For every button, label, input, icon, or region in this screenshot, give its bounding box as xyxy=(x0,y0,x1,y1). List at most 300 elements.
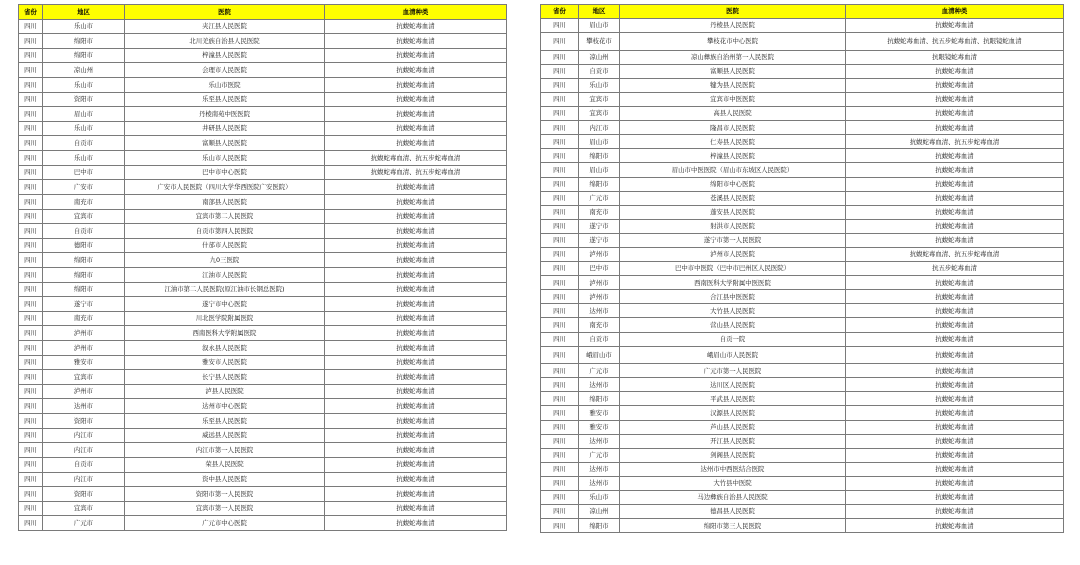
cell-region: 乐山市 xyxy=(579,78,620,92)
table-header-row xyxy=(541,5,1064,19)
table-row xyxy=(19,399,507,414)
table-row xyxy=(19,428,507,443)
cell-region: 宜宾市 xyxy=(43,501,125,516)
table-row xyxy=(541,19,1064,33)
table-row xyxy=(541,392,1064,406)
cell-province: 四川 xyxy=(19,136,43,151)
cell-region: 内江市 xyxy=(43,443,125,458)
cell-serum: 抗蝮蛇毒血清 xyxy=(846,364,1064,378)
cell-province: 四川 xyxy=(541,332,579,346)
cell-serum: 抗蝮蛇毒血清 xyxy=(846,19,1064,33)
cell-region: 乐山市 xyxy=(579,491,620,505)
cell-serum: 抗蝮蛇毒血清 xyxy=(325,326,507,341)
cell-serum: 抗蝮蛇毒血清 xyxy=(325,355,507,370)
cell-hospital: 大竹县人民医院 xyxy=(620,304,846,318)
cell-serum: 抗蝮蛇毒血清 xyxy=(325,428,507,443)
header-hospital: 医院 xyxy=(620,5,846,19)
table-row xyxy=(19,121,507,136)
table-row xyxy=(541,149,1064,163)
cell-serum: 抗蝮蛇毒血清 xyxy=(325,34,507,49)
cell-province: 四川 xyxy=(541,364,579,378)
cell-hospital: 井研县人民医院 xyxy=(125,121,325,136)
cell-serum: 抗蝮蛇毒血清 xyxy=(846,78,1064,92)
cell-serum: 抗蝮蛇毒血清 xyxy=(325,92,507,107)
cell-hospital: 丹棱南苑中医医院 xyxy=(125,107,325,122)
cell-province: 四川 xyxy=(19,399,43,414)
cell-province: 四川 xyxy=(19,194,43,209)
table-row xyxy=(19,311,507,326)
cell-hospital: 马边彝族自治县人民医院 xyxy=(620,491,846,505)
cell-serum: 抗蝮蛇毒血清 xyxy=(325,209,507,224)
cell-serum: 抗蝮蛇毒血清 xyxy=(846,462,1064,476)
cell-serum: 抗蝮蛇毒血清、抗五步蛇毒血清 xyxy=(846,248,1064,262)
table-row xyxy=(19,297,507,312)
cell-hospital: 隆昌市人民医院 xyxy=(620,121,846,135)
cell-hospital: 富顺县人民医院 xyxy=(620,64,846,78)
cell-hospital: 巴中市中心医院 xyxy=(125,165,325,180)
cell-region: 遂宁市 xyxy=(579,219,620,233)
cell-serum: 抗蝮蛇毒血清 xyxy=(325,501,507,516)
table-row xyxy=(541,191,1064,205)
cell-province: 四川 xyxy=(541,177,579,191)
cell-region: 南充市 xyxy=(43,194,125,209)
cell-hospital: 宜宾市中医医院 xyxy=(620,92,846,106)
cell-region: 泸州市 xyxy=(579,248,620,262)
cell-hospital: 乐至县人民医院 xyxy=(125,92,325,107)
cell-province: 四川 xyxy=(19,443,43,458)
cell-region: 雅安市 xyxy=(579,420,620,434)
cell-serum: 抗五步蛇毒血清 xyxy=(846,262,1064,276)
table-row xyxy=(541,434,1064,448)
table-row xyxy=(19,414,507,429)
cell-region: 乐山市 xyxy=(43,78,125,93)
table-row xyxy=(541,233,1064,247)
table-row xyxy=(19,151,507,166)
table-row xyxy=(19,443,507,458)
cell-province: 四川 xyxy=(19,19,43,34)
cell-hospital: 自贡市第四人民医院 xyxy=(125,224,325,239)
cell-region: 广元市 xyxy=(579,448,620,462)
cell-hospital: 雅安市人民医院 xyxy=(125,355,325,370)
cell-province: 四川 xyxy=(541,290,579,304)
cell-region: 泸州市 xyxy=(43,341,125,356)
cell-hospital: 乐至县人民医院 xyxy=(125,414,325,429)
cell-province: 四川 xyxy=(541,346,579,364)
cell-province: 四川 xyxy=(541,318,579,332)
cell-region: 绵阳市 xyxy=(43,282,125,297)
table-header-row xyxy=(19,5,507,20)
cell-region: 广元市 xyxy=(579,191,620,205)
table-row xyxy=(19,63,507,78)
cell-serum: 抗蝮蛇毒血清、抗五步蛇毒血清、抗眼镜蛇血清 xyxy=(846,33,1064,51)
cell-region: 乐山市 xyxy=(43,151,125,166)
cell-hospital: 汉源县人民医院 xyxy=(620,406,846,420)
table-row xyxy=(19,34,507,49)
cell-region: 资阳市 xyxy=(43,92,125,107)
table-row xyxy=(19,165,507,180)
cell-hospital: 丹棱县人民医院 xyxy=(620,19,846,33)
cell-hospital: 达川区人民医院 xyxy=(620,378,846,392)
cell-serum: 抗蝮蛇毒血清 xyxy=(325,267,507,282)
cell-province: 四川 xyxy=(19,267,43,282)
cell-region: 凉山州 xyxy=(43,63,125,78)
table-row xyxy=(541,163,1064,177)
cell-province: 四川 xyxy=(541,420,579,434)
cell-province: 四川 xyxy=(541,50,579,64)
table-row xyxy=(541,519,1064,533)
cell-hospital: 西南医科大学附属医院 xyxy=(125,326,325,341)
cell-serum: 抗蝮蛇毒血清 xyxy=(846,205,1064,219)
table-row xyxy=(19,107,507,122)
cell-region: 绵阳市 xyxy=(43,48,125,63)
table-row xyxy=(541,462,1064,476)
table-row xyxy=(19,48,507,63)
cell-region: 广安市 xyxy=(43,180,125,195)
cell-region: 达州市 xyxy=(579,462,620,476)
cell-serum: 抗蝮蛇毒血清 xyxy=(846,519,1064,533)
cell-hospital: 开江县人民医院 xyxy=(620,434,846,448)
table-row xyxy=(541,50,1064,64)
cell-province: 四川 xyxy=(541,276,579,290)
cell-hospital: 江油市人民医院 xyxy=(125,267,325,282)
cell-hospital: 剑阁县人民医院 xyxy=(620,448,846,462)
table-row xyxy=(541,505,1064,519)
cell-province: 四川 xyxy=(19,428,43,443)
cell-hospital: 叙永县人民医院 xyxy=(125,341,325,356)
cell-region: 凉山州 xyxy=(579,505,620,519)
cell-serum: 抗蝮蛇毒血清 xyxy=(325,341,507,356)
table-row xyxy=(541,491,1064,505)
table-row xyxy=(541,448,1064,462)
cell-hospital: 宜宾市第一人民医院 xyxy=(125,501,325,516)
cell-hospital: 内江市第一人民医院 xyxy=(125,443,325,458)
cell-serum: 抗蝮蛇毒血清 xyxy=(325,19,507,34)
cell-serum: 抗蝮蛇毒血清、抗五步蛇毒血清 xyxy=(846,135,1064,149)
cell-serum: 抗蝮蛇毒血清 xyxy=(846,434,1064,448)
cell-hospital: 遂宁市中心医院 xyxy=(125,297,325,312)
cell-province: 四川 xyxy=(541,476,579,490)
cell-hospital: 西南医科大学附属中医医院 xyxy=(620,276,846,290)
cell-serum: 抗蝮蛇毒血清 xyxy=(846,290,1064,304)
table-row xyxy=(19,516,507,531)
table-body-right xyxy=(541,19,1064,533)
cell-serum: 抗蝮蛇毒血清 xyxy=(325,487,507,502)
table-row xyxy=(541,420,1064,434)
cell-province: 四川 xyxy=(541,33,579,51)
cell-serum: 抗蝮蛇毒血清 xyxy=(325,516,507,531)
cell-region: 广元市 xyxy=(579,364,620,378)
header-province: 省份 xyxy=(19,5,43,20)
cell-region: 宜宾市 xyxy=(43,209,125,224)
cell-province: 四川 xyxy=(541,434,579,448)
cell-hospital: 营山县人民医院 xyxy=(620,318,846,332)
cell-province: 四川 xyxy=(541,448,579,462)
cell-serum: 抗蝮蛇毒血清 xyxy=(846,163,1064,177)
cell-serum: 抗蝮蛇毒血清 xyxy=(846,121,1064,135)
cell-province: 四川 xyxy=(19,311,43,326)
cell-region: 巴中市 xyxy=(43,165,125,180)
cell-province: 四川 xyxy=(541,505,579,519)
cell-province: 四川 xyxy=(541,191,579,205)
table-body-left xyxy=(19,19,507,530)
cell-serum: 抗眼镜蛇毒血清 xyxy=(846,50,1064,64)
cell-hospital: 梓潼县人民医院 xyxy=(125,48,325,63)
cell-serum: 抗蝮蛇毒血清 xyxy=(325,457,507,472)
table-row xyxy=(541,378,1064,392)
cell-serum: 抗蝮蛇毒血清 xyxy=(846,219,1064,233)
cell-province: 四川 xyxy=(19,414,43,429)
cell-serum: 抗蝮蛇毒血清 xyxy=(846,332,1064,346)
cell-region: 眉山市 xyxy=(579,19,620,33)
cell-region: 绵阳市 xyxy=(43,267,125,282)
cell-hospital: 眉山市中医医院（眉山市东坡区人民医院） xyxy=(620,163,846,177)
cell-province: 四川 xyxy=(19,384,43,399)
cell-province: 四川 xyxy=(19,151,43,166)
table-row xyxy=(19,136,507,151)
cell-region: 绵阳市 xyxy=(579,149,620,163)
table-row xyxy=(541,346,1064,364)
cell-hospital: 乐山市人民医院 xyxy=(125,151,325,166)
table-row xyxy=(19,326,507,341)
table-row xyxy=(541,318,1064,332)
header-serum: 血清种类 xyxy=(846,5,1064,19)
cell-hospital: 富顺县人民医院 xyxy=(125,136,325,151)
cell-serum: 抗蝮蛇毒血清 xyxy=(846,346,1064,364)
cell-province: 四川 xyxy=(19,121,43,136)
cell-region: 宜宾市 xyxy=(43,370,125,385)
table-row xyxy=(19,370,507,385)
cell-province: 四川 xyxy=(19,34,43,49)
cell-province: 四川 xyxy=(541,219,579,233)
cell-region: 达州市 xyxy=(43,399,125,414)
table-row xyxy=(541,219,1064,233)
cell-serum: 抗蝮蛇毒血清 xyxy=(846,378,1064,392)
cell-hospital: 梓潼县人民医院 xyxy=(620,149,846,163)
cell-region: 遂宁市 xyxy=(579,233,620,247)
cell-region: 绵阳市 xyxy=(579,177,620,191)
cell-serum: 抗蝮蛇毒血清 xyxy=(846,476,1064,490)
cell-province: 四川 xyxy=(19,48,43,63)
cell-province: 四川 xyxy=(541,78,579,92)
cell-province: 四川 xyxy=(19,370,43,385)
table-row xyxy=(19,92,507,107)
cell-province: 四川 xyxy=(541,92,579,106)
table-row xyxy=(19,267,507,282)
cell-serum: 抗蝮蛇毒血清 xyxy=(846,392,1064,406)
cell-province: 四川 xyxy=(19,224,43,239)
cell-serum: 抗蝮蛇毒血清 xyxy=(846,491,1064,505)
cell-serum: 抗蝮蛇毒血清 xyxy=(325,399,507,414)
cell-region: 达州市 xyxy=(579,304,620,318)
cell-hospital: 巴中市中医院（巴中市巴州区人民医院） xyxy=(620,262,846,276)
cell-serum: 抗蝮蛇毒血清 xyxy=(846,191,1064,205)
cell-hospital: 大竹县中医院 xyxy=(620,476,846,490)
cell-serum: 抗蝮蛇毒血清 xyxy=(325,63,507,78)
cell-region: 眉山市 xyxy=(43,107,125,122)
cell-region: 乐山市 xyxy=(43,121,125,136)
cell-region: 攀枝花市 xyxy=(579,33,620,51)
cell-serum: 抗蝮蛇毒血清 xyxy=(325,136,507,151)
cell-serum: 抗蝮蛇毒血清 xyxy=(846,92,1064,106)
hospital-table-right xyxy=(540,4,1064,533)
cell-province: 四川 xyxy=(19,457,43,472)
cell-serum: 抗蝮蛇毒血清 xyxy=(846,233,1064,247)
cell-hospital: 绵阳市第三人民医院 xyxy=(620,519,846,533)
cell-hospital: 射洪市人民医院 xyxy=(620,219,846,233)
table-row xyxy=(19,180,507,195)
cell-province: 四川 xyxy=(19,209,43,224)
cell-region: 德阳市 xyxy=(43,238,125,253)
table-row xyxy=(541,262,1064,276)
table-row xyxy=(541,364,1064,378)
table-row xyxy=(19,194,507,209)
cell-region: 泸州市 xyxy=(579,290,620,304)
cell-serum: 抗蝮蛇毒血清 xyxy=(325,370,507,385)
cell-province: 四川 xyxy=(541,149,579,163)
cell-hospital: 峨眉山市人民医院 xyxy=(620,346,846,364)
table-row xyxy=(541,92,1064,106)
table-row xyxy=(19,472,507,487)
cell-serum: 抗蝮蛇毒血清、抗五步蛇毒血清 xyxy=(325,151,507,166)
cell-hospital: 自贡一院 xyxy=(620,332,846,346)
cell-serum: 抗蝮蛇毒血清 xyxy=(325,443,507,458)
cell-region: 资阳市 xyxy=(43,487,125,502)
table-row xyxy=(19,457,507,472)
table-row xyxy=(541,290,1064,304)
cell-province: 四川 xyxy=(19,238,43,253)
cell-hospital: 广元市第一人民医院 xyxy=(620,364,846,378)
cell-province: 四川 xyxy=(19,180,43,195)
cell-province: 四川 xyxy=(19,472,43,487)
cell-region: 内江市 xyxy=(579,121,620,135)
cell-province: 四川 xyxy=(541,205,579,219)
cell-hospital: 达州市中心医院 xyxy=(125,399,325,414)
cell-hospital: 资阳市第一人民医院 xyxy=(125,487,325,502)
table-row xyxy=(19,238,507,253)
cell-province: 四川 xyxy=(19,341,43,356)
cell-hospital: 江油市第二人民医院(原江油市长钢总医院) xyxy=(125,282,325,297)
table-row xyxy=(541,107,1064,121)
table-row xyxy=(19,282,507,297)
cell-hospital: 苍溪县人民医院 xyxy=(620,191,846,205)
cell-serum: 抗蝮蛇毒血清、抗五步蛇毒血清 xyxy=(325,165,507,180)
cell-province: 四川 xyxy=(19,107,43,122)
cell-serum: 抗蝮蛇毒血清 xyxy=(325,224,507,239)
header-region: 地区 xyxy=(579,5,620,19)
cell-region: 宜宾市 xyxy=(579,92,620,106)
cell-hospital: 蓬安县人民医院 xyxy=(620,205,846,219)
cell-hospital: 芦山县人民医院 xyxy=(620,420,846,434)
cell-hospital: 川北医学院附属医院 xyxy=(125,311,325,326)
table-row xyxy=(541,135,1064,149)
cell-hospital: 合江县中医医院 xyxy=(620,290,846,304)
cell-province: 四川 xyxy=(541,135,579,149)
cell-region: 巴中市 xyxy=(579,262,620,276)
table-row xyxy=(19,19,507,34)
cell-province: 四川 xyxy=(19,165,43,180)
cell-hospital: 威远县人民医院 xyxy=(125,428,325,443)
cell-region: 雅安市 xyxy=(43,355,125,370)
cell-serum: 抗蝮蛇毒血清 xyxy=(846,420,1064,434)
cell-region: 泸州市 xyxy=(43,384,125,399)
cell-province: 四川 xyxy=(541,19,579,33)
cell-region: 泸州市 xyxy=(579,276,620,290)
hospital-table-left xyxy=(18,4,507,531)
cell-hospital: 广安市人民医院（四川大学华西医院广安医院） xyxy=(125,180,325,195)
cell-region: 自贡市 xyxy=(579,332,620,346)
cell-serum: 抗蝮蛇毒血清 xyxy=(325,78,507,93)
table-row xyxy=(19,209,507,224)
cell-serum: 抗蝮蛇毒血清 xyxy=(846,107,1064,121)
cell-serum: 抗蝮蛇毒血清 xyxy=(325,282,507,297)
cell-hospital: 达州市中西医结合医院 xyxy=(620,462,846,476)
cell-serum: 抗蝮蛇毒血清 xyxy=(325,311,507,326)
table-row xyxy=(19,487,507,502)
table-row xyxy=(541,121,1064,135)
header-hospital: 医院 xyxy=(125,5,325,20)
cell-serum: 抗蝮蛇毒血清 xyxy=(846,177,1064,191)
cell-serum: 抗蝮蛇毒血清 xyxy=(325,472,507,487)
cell-province: 四川 xyxy=(541,262,579,276)
cell-serum: 抗蝮蛇毒血清 xyxy=(846,406,1064,420)
cell-province: 四川 xyxy=(541,392,579,406)
cell-region: 达州市 xyxy=(579,434,620,448)
cell-region: 宜宾市 xyxy=(579,107,620,121)
cell-hospital: 遂宁市第一人民医院 xyxy=(620,233,846,247)
cell-province: 四川 xyxy=(19,253,43,268)
cell-serum: 抗蝮蛇毒血清 xyxy=(325,194,507,209)
header-province: 省份 xyxy=(541,5,579,19)
cell-province: 四川 xyxy=(541,64,579,78)
cell-region: 自贡市 xyxy=(43,136,125,151)
table-row xyxy=(541,205,1064,219)
cell-region: 乐山市 xyxy=(43,19,125,34)
cell-province: 四川 xyxy=(19,78,43,93)
cell-hospital: 资中县人民医院 xyxy=(125,472,325,487)
cell-hospital: 宜宾市第二人民医院 xyxy=(125,209,325,224)
cell-province: 四川 xyxy=(541,304,579,318)
cell-region: 达州市 xyxy=(579,378,620,392)
cell-region: 自贡市 xyxy=(43,224,125,239)
cell-province: 四川 xyxy=(19,297,43,312)
cell-serum: 抗蝮蛇毒血清 xyxy=(846,149,1064,163)
cell-province: 四川 xyxy=(19,501,43,516)
cell-serum: 抗蝮蛇毒血清 xyxy=(325,180,507,195)
cell-region: 眉山市 xyxy=(579,135,620,149)
table-row xyxy=(541,33,1064,51)
cell-province: 四川 xyxy=(541,233,579,247)
cell-hospital: 长宁县人民医院 xyxy=(125,370,325,385)
cell-serum: 抗蝮蛇毒血清 xyxy=(846,318,1064,332)
cell-province: 四川 xyxy=(541,406,579,420)
table-row xyxy=(541,276,1064,290)
cell-province: 四川 xyxy=(541,378,579,392)
header-serum: 血清种类 xyxy=(325,5,507,20)
cell-province: 四川 xyxy=(19,63,43,78)
cell-province: 四川 xyxy=(19,487,43,502)
table-row xyxy=(541,332,1064,346)
cell-hospital: 会理市人民医院 xyxy=(125,63,325,78)
cell-region: 南充市 xyxy=(579,205,620,219)
cell-serum: 抗蝮蛇毒血清 xyxy=(325,384,507,399)
table-row xyxy=(541,406,1064,420)
cell-hospital: 绵阳市中心医院 xyxy=(620,177,846,191)
table-row xyxy=(541,476,1064,490)
cell-region: 泸州市 xyxy=(43,326,125,341)
cell-hospital: 平武县人民医院 xyxy=(620,392,846,406)
table-row xyxy=(19,224,507,239)
table-row xyxy=(541,78,1064,92)
